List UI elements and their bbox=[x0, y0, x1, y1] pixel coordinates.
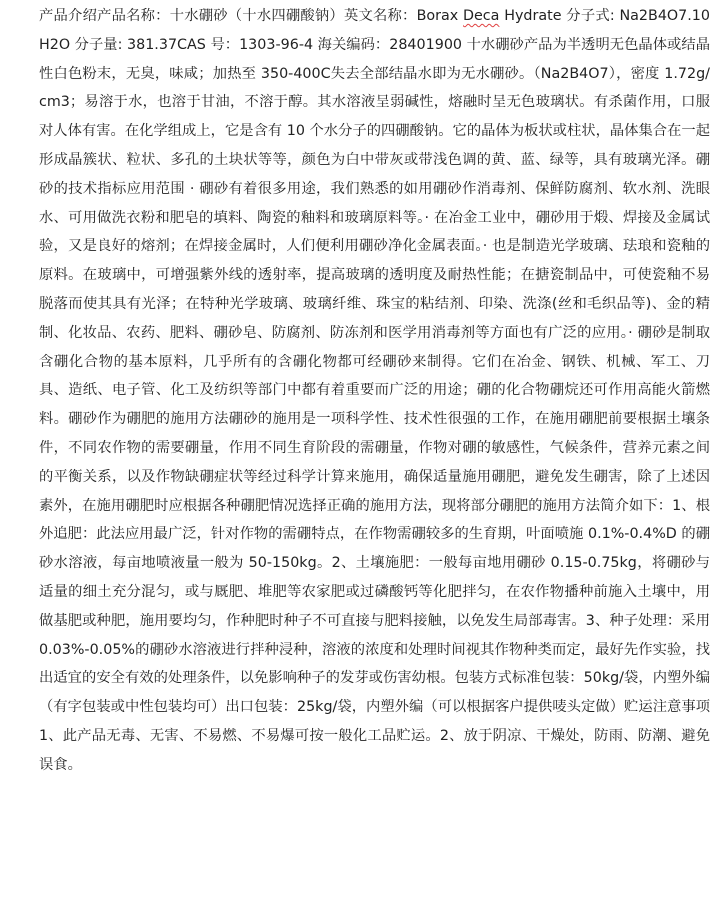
text-segment-body: Hydrate 分子式: Na2B4O7.10H2O 分子量: 381.37CAS 号：1303-96-4 海关编码：28401900 十水硼砂产品为半透明无色晶体或结晶性白色粉末，无臭，味咸；加热至 350-400C失去全部结晶水即为无水硼砂。（Na2B4O7），密度 1.72g/cm3；易溶于水，也溶于甘油，不溶于醇。其水溶液呈弱碱性，熔融时呈无色玻璃状。有杀菌作用，口服对人体有害。在化学组成上，它是含有 10 个水分子的四硼酸钠。它的晶体为板状或柱状，晶体集合在一起形成晶簇状、粒状、多孔的土块状等等，颜色为白中带灰或带浅色调的黄、蓝、绿等，具有玻璃光泽。硼砂的技术指标应用范围 · 硼砂有着很多用途，我们熟悉的如用硼砂作消毒剂、保鲜防腐剂、软水剂、洗眼水、可用做洗衣粉和肥皂的填料、陶瓷的釉料和玻璃原料等。· 在冶金工业中，硼砂用于煅、焊接及金属试验，又是良好的熔剂；在焊接金属时，人们便利用硼砂净化金属表面。· 也是制造光学玻璃、珐琅和瓷釉的原料。在玻璃中，可增强紫外线的透射率，提高玻璃的透明度及耐热性能；在搪瓷制品中，可使瓷釉不易脱落而使其具有光泽；在特种光学玻璃、玻璃纤维、珠宝的粘结剂、印染、洗涤(丝和毛织品等)、金的精制、化妆品、农药、肥料、硼砂皂、防腐剂、防冻剂和医学用消毒剂等方面也有广泛的应用。· 硼砂是制取含硼化合物的基本原料，几乎所有的含硼化物都可经硼砂来制得。它们在冶金、钢铁、机械、军工、刀具、造纸、电子管、化工及纺织等部门中都有着重要而广泛的用途；硼的化合物硼烷还可作用高能火箭燃料。硼砂作为硼肥的施用方法硼砂的施用是一项科学性、技术性很强的工作，在施用硼肥前要根据土壤条件，不同农作物的需要硼量，作用不同生育阶段的需硼量，作物对硼的敏感性，气候条件，营养元素之间的平衡关系，以及作物缺硼症状等经过科学计算来施用，确保适量施用硼肥，避免发生硼害，除了上述因素外，在施用硼肥时应根据各种硼肥情况选择正确的施用方法，现将部分硼肥的施用方法简介如下：1、根外追肥：此法应用最广泛，针对作物的需硼特点，在作物需硼较多的生育期，叶面喷施 0.1%-0.4%D 的硼砂水溶液，每亩地喷液量一般为 50-150kg。2、土壤施肥：一般每亩地用硼砂 0.15-0.75kg，将硼砂与适量的细土充分混匀，或与厩肥、堆肥等农家肥或过磷酸钙等化肥拌匀，在农作物播种前施入土壤中，用做基肥或种肥，施用要均匀，作种肥时种子不可直接与肥料接触，以免发生局部毒害。3、种子处理：采用 0.03%-0.05%的硼砂水溶液进行拌种浸种，溶液的浓度和处理时间视其作物种类而定，最好先作实验，找出适宜的安全有效的处理条件，以免影响种子的发芽或伤害幼根。包装方式标准包装：50kg/袋，内塑外编（有字包装或中性包装均可）出口包装：25kg/袋，内塑外编（可以根据客户提供唛头定做）贮运注意事项 1、此产品无毒、无害、不易燃、不易爆可按一般化工品贮运。2、放于阴凉、干燥处，防雨、防潮、避免误食。 bbox=[39, 8, 710, 773]
text-segment-intro: 产品介绍产品名称：十水硼砂（十水四硼酸钠）英文名称：Borax bbox=[39, 8, 463, 24]
spellcheck-flagged-word[interactable]: Deca bbox=[463, 8, 500, 24]
product-description-paragraph bbox=[39, 2, 710, 780]
